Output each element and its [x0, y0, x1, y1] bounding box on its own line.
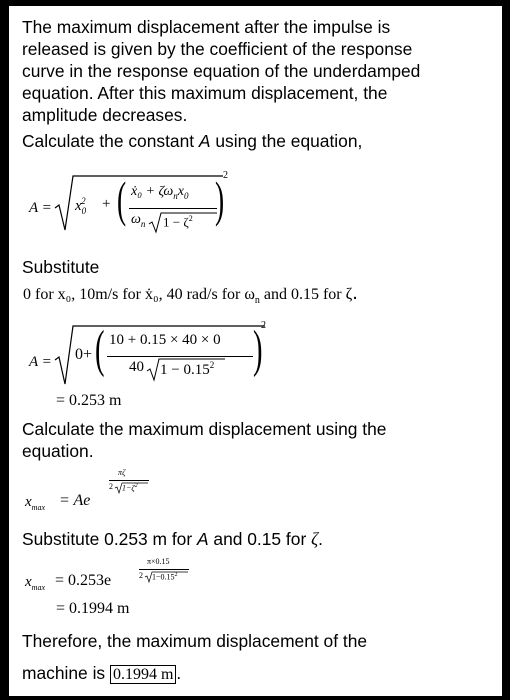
conclusion-line-2: machine is 0.1994 m .	[22, 663, 182, 683]
intro-line-1: The maximum displacement after the impulse is	[22, 17, 391, 37]
fraction-bar	[129, 208, 217, 209]
substitution-line: 0 for x₀, 10m/s for ẋ₀, 40 rad/s for $\omega_n$ and 0.15 for ζ.	[23, 282, 358, 307]
fraction-bar	[107, 356, 253, 357]
calc-max-line-2: equation.	[22, 441, 94, 461]
substitute2-line: Substitute 0.253 m for A and 0.15 for ζ.	[22, 529, 323, 549]
intro-line-4: equation. After this maximum displacement, the	[22, 83, 388, 103]
solution-page: The maximum displacement after the impulse is released is given by the coefficient of the response curve in the response equation of the underdamped equation. After this maximum displacement, the amplitude decreases. Calculate the constant A using the equation, A = $x_0^2$ + ( ẋ₀ + $\zeta\omega_nx_0$ $\omega_n$ $1 - \zeta^2$ ) 2 Substitute 0 for x₀, 10m/s for ẋ₀, 40 rad/s for $\omega_n$ and 0.15 for ζ. A = 0+ ( 10 + 0.15 × 40 × 0 40 $1 - 0.15^2$ ) 2 = 0.253 m Calculate the maximum displacement using the equation. $x_{max}$ = Ae πζ 2 $1-\zeta^2$ Substitute 0.253 m for A and 0.15 for ζ. $x_{max}$ = 0.253e π×0.15 2 $1-0.15^2$ = 0.1994 m Therefore, the maximum displacement of the machine is 0.1994 m .	[9, 6, 502, 696]
calc-max-line-1: Calculate the maximum displacement using the	[22, 419, 387, 439]
intro-line-5: amplitude decreases.	[22, 105, 188, 125]
substitute-label: Substitute	[22, 257, 100, 277]
intro-line-2: released is given by the coefficient of the response	[22, 39, 413, 59]
calc-A-line: Calculate the constant A using the equation,	[22, 131, 363, 151]
conclusion-line-1: Therefore, the maximum displacement of the	[22, 631, 368, 651]
answer-box: 0.1994 m	[110, 665, 176, 684]
fraction-bar	[139, 569, 189, 570]
intro-line-3: curve in the response equation of the underdamped	[22, 61, 421, 81]
fraction-bar	[109, 480, 149, 481]
